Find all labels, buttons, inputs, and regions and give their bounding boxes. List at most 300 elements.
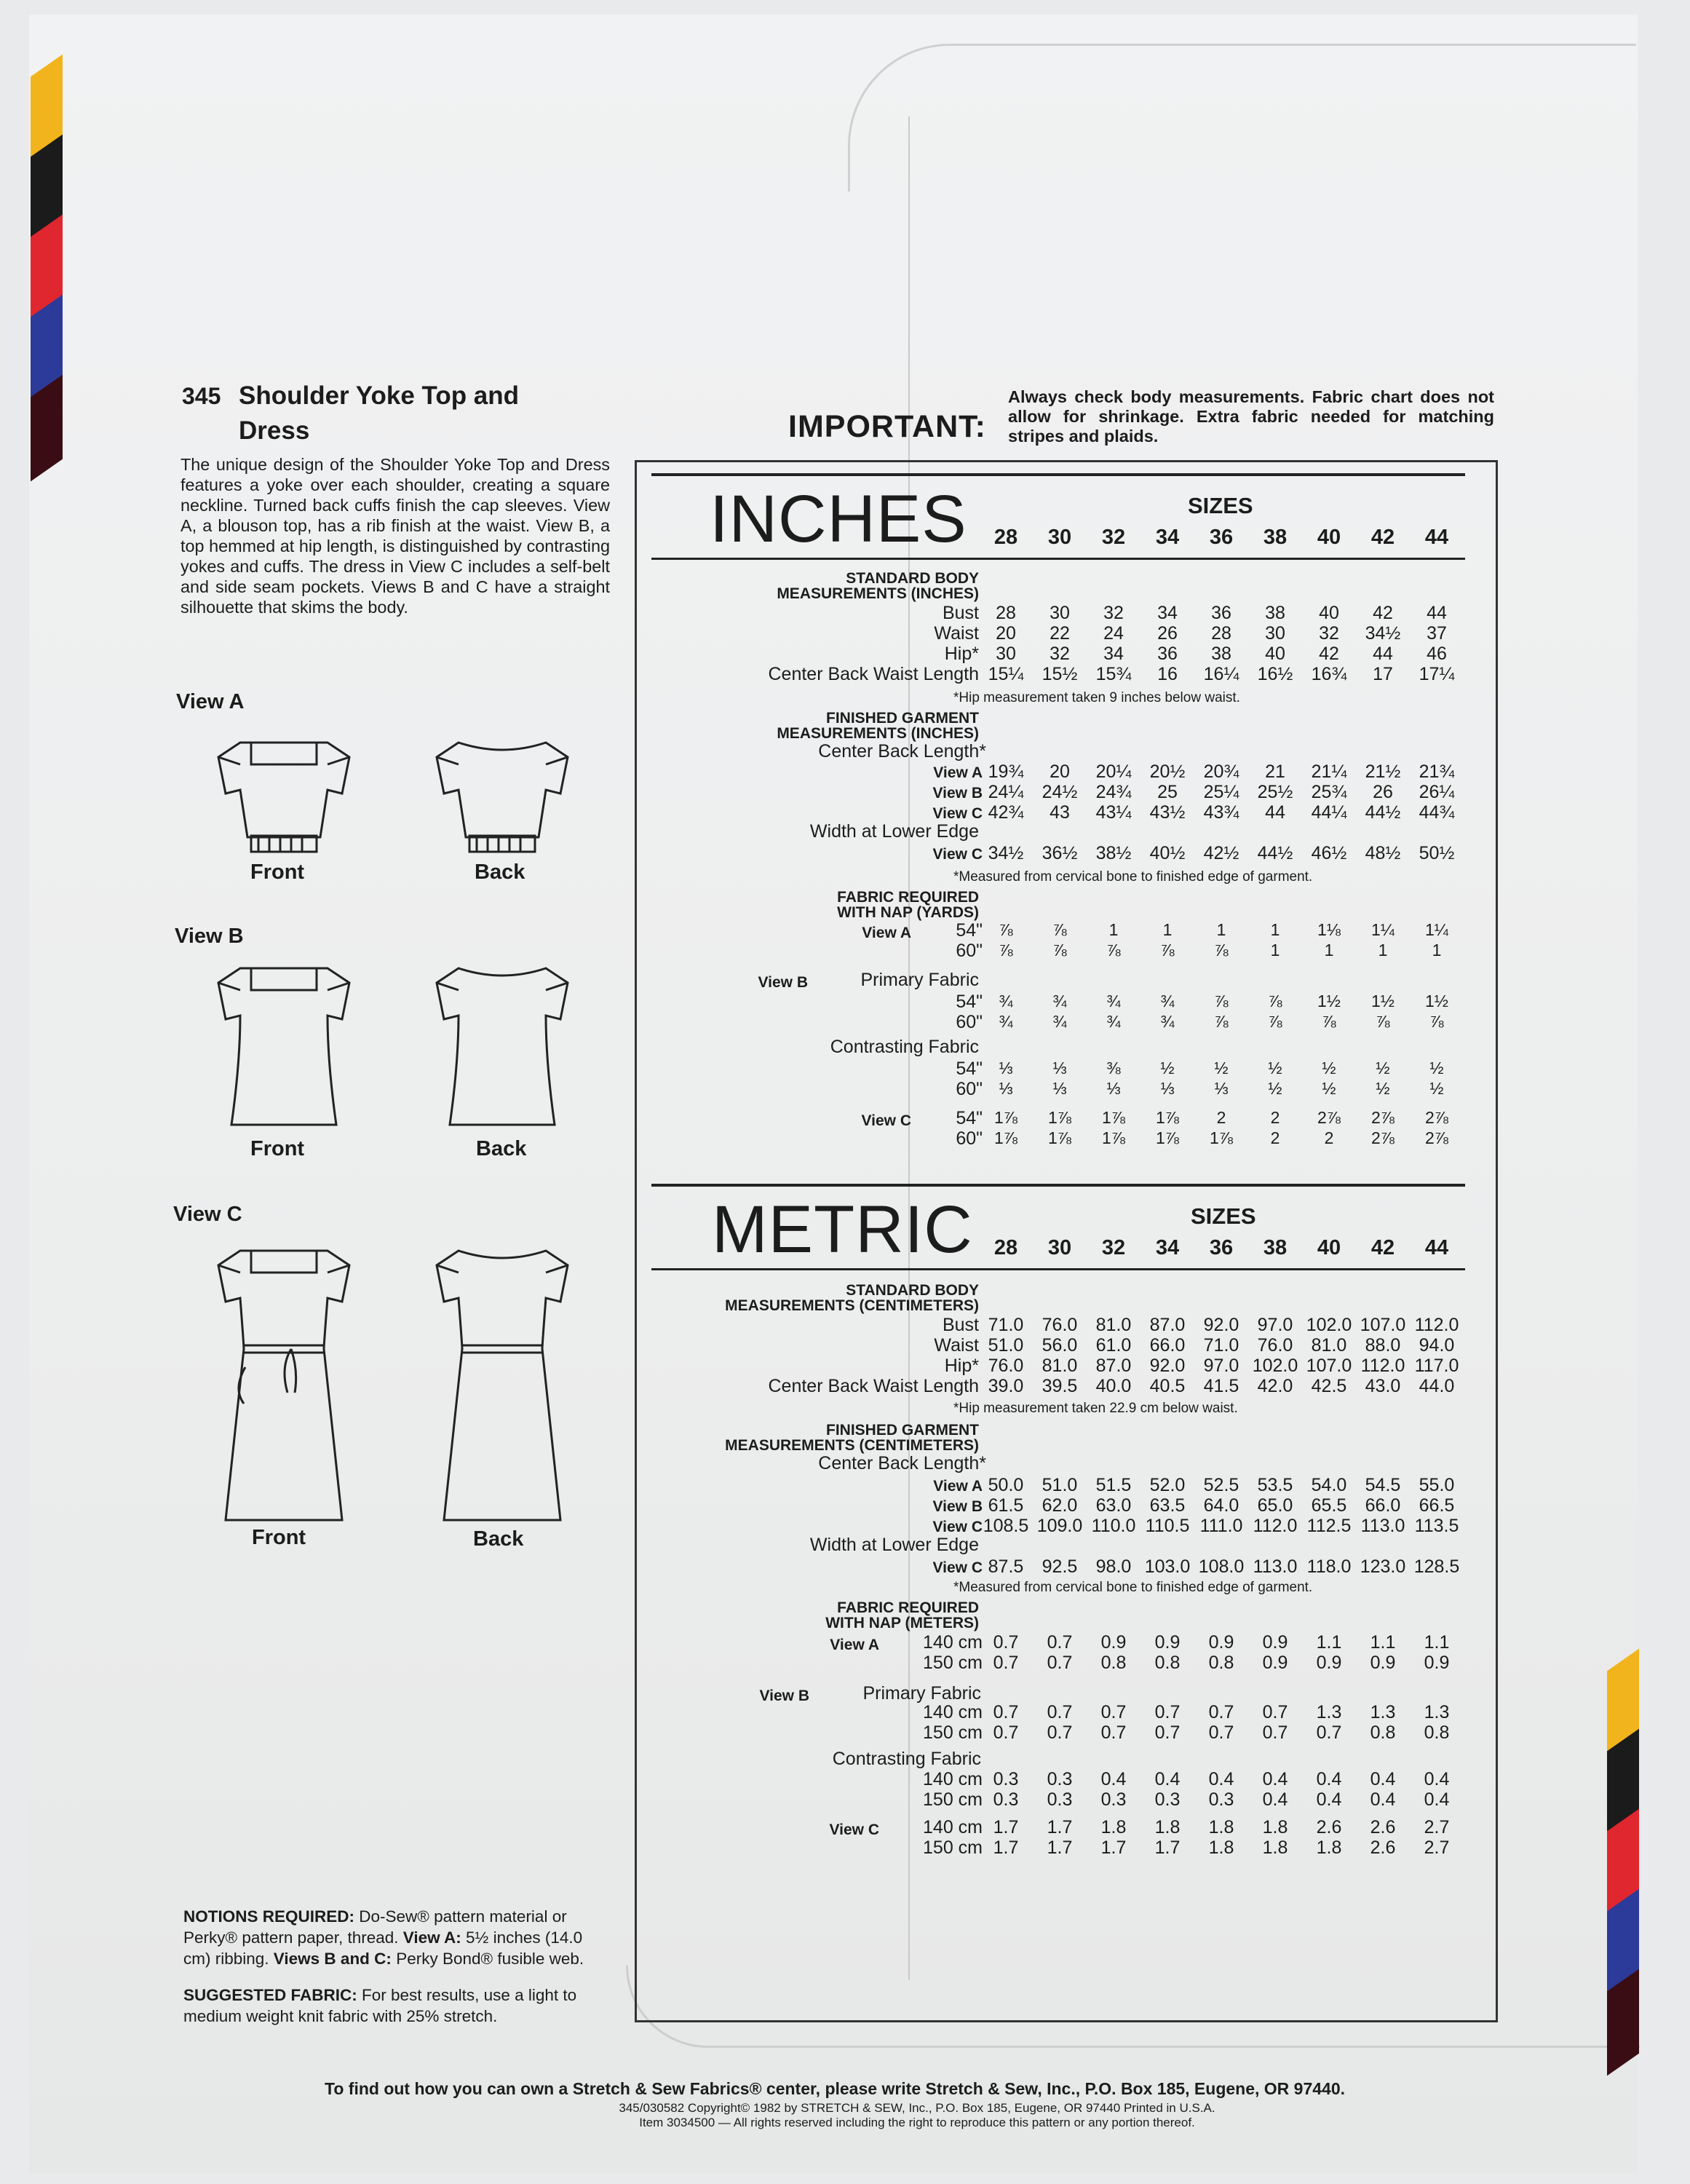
table-cell: ½ (1160, 1059, 1175, 1077)
table-cell: 34 (1155, 526, 1180, 549)
table-cell: 2.6 (1370, 1817, 1396, 1837)
table-cell: 54.5 (1365, 1475, 1401, 1495)
metric-hip-note: *Hip measurement taken 22.9 cm below waist. (953, 1401, 1238, 1416)
table-cell: 1.1 (1370, 1632, 1396, 1653)
metric-cbl-view-b: View B (932, 1498, 983, 1515)
table-cell: 110.5 (1145, 1516, 1190, 1536)
table-cell: 0.7 (993, 1702, 1019, 1722)
inches-fab-view-c: View C (861, 1112, 911, 1129)
table-cell: 63.0 (1095, 1495, 1132, 1516)
table-cell: 81.0 (1042, 1356, 1078, 1376)
table-cell: 48½ (1365, 843, 1401, 863)
view-b-back-label: Back (476, 1137, 527, 1160)
table-cell: 44.0 (1419, 1376, 1455, 1396)
table-cell: 1⅞ (1102, 1108, 1125, 1127)
table-cell: ½ (1268, 1059, 1282, 1077)
table-cell: 71.0 (988, 1315, 1024, 1335)
view-b-label: View B (175, 925, 244, 948)
table-cell: 87.0 (1095, 1356, 1132, 1376)
table-cell: 20¾ (1203, 761, 1239, 782)
table-cell: 1.7 (1047, 1817, 1073, 1837)
table-cell: ½ (1376, 1059, 1390, 1077)
inches-hip-note: *Hip measurement taken 9 inches below waist. (953, 690, 1240, 705)
table-cell: 66.0 (1149, 1335, 1186, 1356)
table-cell: 92.0 (1149, 1356, 1186, 1376)
table-cell: 32 (1101, 1236, 1126, 1259)
table-cell: 1⅞ (1102, 1128, 1125, 1147)
table-cell: 0.3 (1100, 1789, 1127, 1810)
envelope-flap-top (848, 44, 1636, 191)
rule (651, 1184, 1465, 1187)
table-cell: 40½ (1149, 843, 1186, 863)
notions-view-a-text: 5½ inches (14.0 cm) ribbing. (183, 1928, 583, 1968)
table-cell: 44½ (1257, 843, 1293, 863)
table-cell: 81.0 (1311, 1335, 1347, 1356)
metric-fab-view-b: View B (759, 1688, 809, 1704)
inches-heading: INCHES (710, 482, 967, 556)
metric-sizes-label: SIZES (1191, 1203, 1256, 1229)
table-cell: 20½ (1149, 761, 1186, 782)
metric-cbl-view-c: View C (932, 1519, 983, 1535)
suggested-label: SUGGESTED FABRIC: (183, 1986, 357, 2004)
inches-cervical-note: *Measured from cervical bone to finished edge of garment. (953, 869, 1313, 885)
inches-wle-label: Width at Lower Edge (809, 821, 979, 842)
table-cell: 0.7 (1047, 1632, 1073, 1653)
table-cell: 1 (1270, 920, 1280, 939)
table-cell: 32 (1103, 603, 1124, 623)
table-cell: 1 (1324, 941, 1334, 960)
table-cell: 42 (1373, 603, 1393, 623)
table-cell: 61.0 (1095, 1335, 1132, 1356)
table-cell: 2 (1324, 1128, 1334, 1147)
table-cell: 108.5 (983, 1516, 1029, 1536)
table-cell: 25¼ (1203, 782, 1239, 802)
table-cell: 42 (1319, 644, 1339, 664)
view-b-back-illustration (429, 961, 575, 1136)
metric-wle-view-c: View C (932, 1559, 983, 1576)
inches-width-60: 60" (956, 1079, 983, 1099)
table-cell: 34 (1103, 644, 1124, 664)
table-cell: ½ (1429, 1059, 1444, 1077)
table-cell: 39.5 (1042, 1376, 1078, 1396)
table-cell: 2.6 (1316, 1817, 1342, 1837)
table-cell: 0.7 (1208, 1722, 1234, 1743)
table-cell: 39.0 (988, 1376, 1024, 1396)
table-cell: 1¼ (1425, 920, 1448, 939)
metric-width-140: 140 cm (923, 1702, 983, 1722)
table-cell: 56.0 (1042, 1335, 1078, 1356)
table-cell: 64.0 (1203, 1495, 1239, 1516)
view-a-front-label: Front (250, 860, 305, 884)
inches-cbl-view-a: View A (933, 764, 983, 781)
table-cell: 0.3 (1047, 1789, 1073, 1810)
table-cell: 1.7 (993, 1817, 1019, 1837)
table-cell: ⅓ (999, 1079, 1013, 1098)
table-cell: 0.3 (993, 1769, 1019, 1789)
inches-width-54: 54" (956, 920, 983, 941)
table-cell: 1.8 (1208, 1817, 1234, 1837)
table-cell: ⅞ (1160, 941, 1175, 960)
table-cell: ½ (1322, 1079, 1336, 1098)
table-cell: 42¾ (988, 802, 1024, 823)
metric-width-140: 140 cm (923, 1632, 983, 1653)
table-cell: 42 (1370, 1236, 1395, 1259)
table-cell: ¾ (999, 992, 1013, 1010)
table-cell: ¾ (1160, 992, 1175, 1010)
table-cell: 112.0 (1414, 1315, 1459, 1335)
inches-width-54: 54" (956, 1108, 983, 1128)
footer-copyright: 345/030582 Copyright© 1982 by STRETCH & SEW, Inc., P.O. Box 185, Eugene, OR 97440 Printed in U.S.A. Item 3034500 — All rights reserved including the right to reproduce this pattern or any portion thereof. (619, 2101, 1215, 2129)
table-cell: 26¼ (1419, 782, 1455, 802)
metric-cbl-label: Center Back Length* (818, 1453, 986, 1473)
table-cell: 112.0 (1253, 1516, 1298, 1536)
table-cell: 36 (1157, 644, 1178, 664)
table-cell: 0.7 (1100, 1702, 1127, 1722)
inches-standard-body-heading: STANDARD BODY MEASUREMENTS (INCHES) (777, 570, 979, 602)
table-cell: 0.7 (1100, 1722, 1127, 1743)
table-cell: 40.0 (1095, 1376, 1132, 1396)
inches-wle-view-c: View C (932, 846, 983, 863)
table-cell: 34½ (1365, 623, 1401, 644)
table-cell: 0.3 (1154, 1789, 1181, 1810)
view-a-front-illustration (211, 735, 357, 859)
table-cell: 118.0 (1306, 1556, 1352, 1577)
table-cell: 94.0 (1419, 1335, 1455, 1356)
inches-contrast-label: Contrasting Fabric (830, 1037, 979, 1057)
table-cell: 1½ (1371, 992, 1395, 1010)
table-cell: 0.7 (1208, 1702, 1234, 1722)
table-cell: 40 (1317, 526, 1341, 549)
table-cell: 42 (1370, 526, 1395, 549)
table-cell: 113.0 (1360, 1516, 1405, 1536)
table-cell: 0.9 (1370, 1653, 1396, 1673)
pattern-title: Shoulder Yoke Top and Dress (239, 381, 520, 445)
table-cell: ¾ (1052, 1012, 1067, 1031)
table-cell: 107.0 (1360, 1315, 1406, 1335)
table-cell: 0.9 (1262, 1632, 1288, 1653)
table-cell: 97.0 (1257, 1315, 1293, 1335)
table-cell: 24¼ (988, 782, 1024, 802)
table-cell: 76.0 (1042, 1315, 1078, 1335)
table-cell: 1¼ (1371, 920, 1395, 939)
important-text: Always check body measurements. Fabric chart does not allow for shrinkage. Extra fabric needed for matching stripes and plaids. (1008, 387, 1494, 446)
table-cell: 28 (1211, 623, 1231, 644)
table-cell: 0.4 (1262, 1769, 1288, 1789)
inches-width-60: 60" (956, 941, 983, 961)
table-cell: 15¾ (1095, 664, 1132, 684)
metric-fabric-heading: FABRIC REQUIRED WITH NAP (METERS) (825, 1599, 979, 1631)
table-cell: ⅞ (999, 920, 1013, 939)
table-cell: 2 (1270, 1108, 1280, 1127)
table-cell: 62.0 (1042, 1495, 1078, 1516)
notions-views-bc-text: Perky Bond® fusible web. (391, 1950, 584, 1968)
table-cell: 34 (1155, 1236, 1180, 1259)
table-cell: 0.4 (1424, 1789, 1450, 1810)
table-cell: 0.7 (1262, 1702, 1288, 1722)
table-cell: 117.0 (1414, 1356, 1459, 1376)
table-cell: 37 (1427, 623, 1447, 644)
table-cell: 103.0 (1144, 1556, 1191, 1577)
table-cell: 40 (1319, 603, 1339, 623)
inches-primary-label: Primary Fabric (860, 970, 979, 990)
table-cell: ¾ (1106, 992, 1121, 1010)
table-cell: 28 (996, 603, 1016, 623)
rule (651, 473, 1465, 476)
table-cell: 50.0 (988, 1475, 1024, 1495)
inches-sizes-label: SIZES (1188, 493, 1253, 518)
table-cell: 1.8 (1208, 1837, 1234, 1858)
table-cell: 2⅞ (1371, 1128, 1395, 1147)
table-cell: 0.3 (993, 1789, 1019, 1810)
table-cell: 43¾ (1203, 802, 1239, 823)
table-cell: 40 (1265, 644, 1285, 664)
metric-hip-label: Hip* (944, 1356, 979, 1376)
table-cell: 0.7 (1316, 1722, 1342, 1743)
table-cell: 76.0 (988, 1356, 1024, 1376)
table-cell: 21 (1265, 761, 1285, 782)
table-cell: 52.5 (1203, 1475, 1239, 1495)
table-cell: 38 (1263, 1236, 1288, 1259)
table-cell: 30 (1047, 1236, 1072, 1259)
table-cell: 54.0 (1311, 1475, 1347, 1495)
table-cell: 66.5 (1419, 1495, 1455, 1516)
table-cell: 0.7 (993, 1653, 1019, 1673)
table-cell: 107.0 (1306, 1356, 1352, 1376)
table-cell: 0.7 (993, 1722, 1019, 1743)
table-cell: 1⅞ (994, 1108, 1017, 1127)
table-cell: ⅞ (999, 941, 1013, 960)
table-cell: 53.5 (1257, 1475, 1293, 1495)
table-cell: ⅞ (1376, 1012, 1390, 1031)
metric-width-150: 150 cm (923, 1653, 983, 1673)
inches-cbl-view-c: View C (932, 805, 983, 822)
table-cell: ¾ (1052, 992, 1067, 1010)
table-cell: 71.0 (1203, 1335, 1239, 1356)
table-cell: 1⅞ (1048, 1128, 1071, 1147)
table-cell: 1.8 (1316, 1837, 1342, 1858)
table-cell: 0.4 (1316, 1769, 1342, 1789)
table-cell: 43.0 (1365, 1376, 1401, 1396)
table-cell: ⅓ (1214, 1079, 1229, 1098)
table-cell: 65.0 (1257, 1495, 1293, 1516)
inches-fabric-heading: FABRIC REQUIRED WITH NAP (YARDS) (837, 889, 979, 921)
table-cell: 128.5 (1413, 1556, 1460, 1577)
table-cell: 51.0 (1042, 1475, 1078, 1495)
view-a-back-label: Back (475, 860, 525, 884)
suggested-text: For best results, use a light to medium weight knit fabric with 25% stretch. (183, 1986, 577, 2025)
table-cell: 108.0 (1198, 1556, 1245, 1577)
view-c-label: View C (173, 1203, 242, 1226)
table-cell: 50½ (1419, 843, 1455, 863)
table-cell: 34½ (988, 843, 1024, 863)
table-cell: 38 (1263, 526, 1288, 549)
table-cell: 20 (1050, 761, 1070, 782)
metric-fab-view-a: View A (830, 1637, 879, 1653)
inches-width-54: 54" (956, 992, 983, 1012)
table-cell: 63.5 (1149, 1495, 1186, 1516)
table-cell: 2.7 (1424, 1817, 1450, 1837)
table-cell: ⅓ (999, 1059, 1013, 1077)
metric-primary-label: Primary Fabric (862, 1683, 981, 1704)
table-cell: ⅓ (1106, 1079, 1121, 1098)
table-cell: 0.8 (1370, 1722, 1396, 1743)
table-cell: 0.9 (1208, 1632, 1234, 1653)
table-cell: 1⅞ (1156, 1108, 1179, 1127)
table-cell: 44½ (1365, 802, 1401, 823)
metric-cervical-note: *Measured from cervical bone to finished edge of garment. (953, 1580, 1313, 1595)
table-cell: 1 (1270, 941, 1280, 960)
table-cell: 0.9 (1100, 1632, 1127, 1653)
table-cell: 0.3 (1047, 1769, 1073, 1789)
table-cell: 1 (1162, 920, 1173, 939)
table-cell: 0.8 (1100, 1653, 1127, 1673)
view-a-back-illustration (429, 735, 575, 859)
table-cell: 24¾ (1095, 782, 1132, 802)
table-cell: ⅞ (1214, 992, 1229, 1010)
table-cell: 0.4 (1370, 1789, 1396, 1810)
view-b-front-label: Front (250, 1137, 305, 1160)
table-cell: 0.9 (1316, 1653, 1342, 1673)
table-cell: 36 (1209, 526, 1234, 549)
table-cell: 43½ (1149, 802, 1186, 823)
table-cell: 44 (1427, 603, 1447, 623)
rule (651, 1268, 1465, 1270)
table-cell: 1.1 (1424, 1632, 1450, 1653)
table-cell: 19¾ (988, 761, 1024, 782)
table-cell: ½ (1322, 1059, 1336, 1077)
table-cell: 1⅞ (1156, 1128, 1179, 1147)
table-cell: 26 (1373, 782, 1393, 802)
table-cell: 1.3 (1316, 1702, 1342, 1722)
table-cell: 0.4 (1316, 1789, 1342, 1810)
notions-text: Do-Sew® pattern material or Perky® pattern paper, thread. (183, 1907, 567, 1947)
table-cell: 1.8 (1262, 1837, 1288, 1858)
table-cell: 43¼ (1095, 802, 1132, 823)
table-cell: 21¾ (1419, 761, 1455, 782)
table-cell: 0.9 (1154, 1632, 1181, 1653)
table-cell: 2.7 (1424, 1837, 1450, 1858)
metric-waist-label: Waist (934, 1335, 979, 1356)
metric-bust-label: Bust (942, 1315, 979, 1335)
table-cell: 87.0 (1149, 1315, 1186, 1335)
table-cell: 20¼ (1095, 761, 1132, 782)
metric-standard-body-heading: STANDARD BODY MEASUREMENTS (CENTIMETERS) (725, 1282, 979, 1314)
table-cell: ¾ (1106, 1012, 1121, 1031)
metric-width-150: 150 cm (923, 1722, 983, 1743)
table-cell: 32 (1319, 623, 1339, 644)
table-cell: 21¼ (1311, 761, 1347, 782)
table-cell: 1⅞ (994, 1128, 1017, 1147)
pattern-description: The unique design of the Shoulder Yoke Top and Dress features a yoke over each shoulder, creating a square neckline. Turned back cuffs finish the cap sleeves. View A, a blouson top, has a rib finish at the waist. View B, a top hemmed at hip length, is distinguished by contrasting yokes and cuffs. The dress in View C includes a self-belt and side seam pockets. Views B and C have a straight silhouette that skims the body. (180, 455, 610, 617)
table-cell: 1½ (1317, 992, 1341, 1010)
table-cell: 0.3 (1208, 1789, 1234, 1810)
table-cell: 36 (1209, 1236, 1234, 1259)
table-cell: ⅞ (1052, 920, 1067, 939)
table-cell: ¾ (1160, 1012, 1175, 1031)
table-cell: ⅓ (1052, 1059, 1067, 1077)
table-cell: 109.0 (1036, 1516, 1083, 1536)
table-cell: 123.0 (1360, 1556, 1406, 1577)
table-cell: ⅞ (1429, 1012, 1444, 1031)
table-cell: 1.1 (1316, 1632, 1342, 1653)
view-c-back-label: Back (473, 1527, 524, 1551)
table-cell: ⅓ (1160, 1079, 1175, 1098)
table-cell: 2⅞ (1425, 1108, 1448, 1127)
table-cell: 25¾ (1311, 782, 1347, 802)
important-label: IMPORTANT: (788, 409, 986, 444)
table-cell: 112.5 (1306, 1516, 1352, 1536)
table-cell: 28 (993, 1236, 1018, 1259)
table-cell: 98.0 (1095, 1556, 1132, 1577)
table-cell: 0.4 (1208, 1769, 1234, 1789)
table-cell: 1⅞ (1210, 1128, 1233, 1147)
table-cell: 24 (1103, 623, 1124, 644)
table-cell: 20 (996, 623, 1016, 644)
metric-heading: METRIC (712, 1192, 973, 1267)
table-cell: 34 (1157, 603, 1178, 623)
table-cell: 2 (1216, 1108, 1226, 1127)
inches-hip-label: Hip* (944, 644, 979, 664)
table-cell: 30 (996, 644, 1016, 664)
table-cell: 0.7 (1047, 1722, 1073, 1743)
table-cell: ½ (1376, 1079, 1390, 1098)
table-cell: 0.7 (1047, 1653, 1073, 1673)
table-cell: 36 (1211, 603, 1231, 623)
table-cell: ⅞ (1106, 941, 1121, 960)
inches-width-60: 60" (956, 1012, 983, 1032)
metric-fab-view-c: View C (829, 1821, 879, 1838)
table-cell: 92.0 (1203, 1315, 1239, 1335)
view-b-front-illustration (211, 961, 357, 1136)
table-cell: 36½ (1042, 843, 1078, 863)
table-cell: 46½ (1311, 843, 1347, 863)
table-cell: 30 (1047, 526, 1072, 549)
metric-width-140: 140 cm (923, 1769, 983, 1789)
view-a-label: View A (176, 690, 245, 713)
table-cell: 0.4 (1424, 1769, 1450, 1789)
inches-cbl-label: Center Back Length* (818, 741, 986, 761)
table-cell: 51.5 (1095, 1475, 1132, 1495)
table-cell: 2⅞ (1317, 1108, 1341, 1127)
table-cell: 113.0 (1253, 1556, 1298, 1577)
table-cell: 30 (1265, 623, 1285, 644)
notions-required (183, 1906, 613, 1969)
inches-width-54: 54" (956, 1059, 983, 1079)
table-cell: 0.4 (1154, 1769, 1181, 1789)
table-cell: 1.7 (1100, 1837, 1127, 1858)
table-cell: 2 (1270, 1128, 1280, 1147)
table-cell: 2⅞ (1425, 1128, 1448, 1147)
suggested-fabric (183, 1985, 620, 2027)
table-cell: 38 (1211, 644, 1231, 664)
table-cell: 26 (1157, 623, 1178, 644)
rule (651, 558, 1465, 560)
table-cell: 15½ (1042, 664, 1078, 684)
table-cell: 1½ (1425, 992, 1448, 1010)
table-cell: 65.5 (1311, 1495, 1347, 1516)
table-cell: 1.8 (1262, 1817, 1288, 1837)
table-cell: 87.5 (988, 1556, 1024, 1577)
table-cell: ⅓ (1052, 1079, 1067, 1098)
notions-views-bc-label: Views B and C: (273, 1950, 392, 1968)
table-cell: 1 (1216, 920, 1226, 939)
table-cell: 0.4 (1370, 1769, 1396, 1789)
inches-width-60: 60" (956, 1128, 983, 1149)
table-cell: 43 (1050, 802, 1070, 823)
table-cell: ⅞ (1214, 1012, 1229, 1031)
table-cell: 0.9 (1424, 1653, 1450, 1673)
table-cell: 0.7 (993, 1632, 1019, 1653)
